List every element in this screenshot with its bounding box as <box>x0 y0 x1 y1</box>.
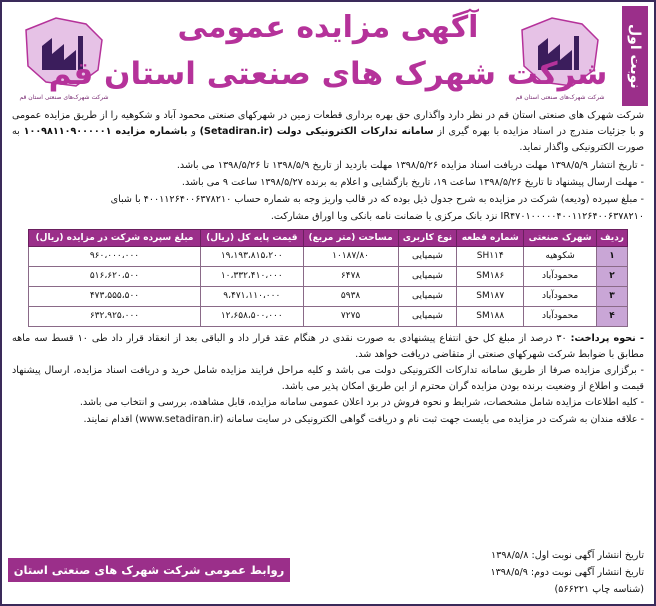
plots-table <box>28 229 628 327</box>
cell-deposit: ۹۶۰،۰۰۰،۰۰۰ <box>29 246 201 266</box>
cell-base-price: ۱۲،۶۵۸،۵۰۰،۰۰۰ <box>201 306 304 326</box>
intro-text-3: به صورت الکترونیکی واگذار نماید. <box>12 126 644 154</box>
cell-plot-number: SH۱۱۴ <box>457 246 524 266</box>
table-row <box>29 306 628 326</box>
cell-area: ۱۰۱۸۷/۸۰ <box>303 246 398 266</box>
logo-caption-left: شرکت شهرک‌های صنعتی استان قم <box>19 94 109 101</box>
cell-usage: شیمیایی <box>398 266 457 286</box>
item-deposit-iban: IR۴۷۰۱۰۰۰۰۰۴۰۰۱۱۲۶۴۰۰۶۳۷۸۲۱۰ نزد بانک مرکزی یا ضمانت نامه بانکی ویا اوراق مشارکت. <box>270 210 644 222</box>
item-deposit: - مبلغ سپرده (ودیعه) شرکت در مزایده به شرح جدول ذیل بوده که در قالب واریز وجه به شماره حساب ۴۰۰۱۱۲۶۴۰۰۶۳۷۸۲۱۰ با شبای <box>110 193 644 205</box>
intro-text-2: و <box>191 126 196 138</box>
first-round-badge: نوبت اول <box>622 6 648 106</box>
cell-base-price: ۹،۴۷۱،۱۱۰،۰۰۰ <box>201 286 304 306</box>
notice-header <box>8 6 648 108</box>
cell-estate: محمودآباد <box>524 286 597 306</box>
cell-area: ۵۹۳۸ <box>303 286 398 306</box>
cell-estate: محمودآباد <box>524 306 597 326</box>
cell-base-price: ۱۰،۳۳۲،۴۱۰،۰۰۰ <box>201 266 304 286</box>
intro-paragraph <box>8 108 648 157</box>
cell-usage: شیمیایی <box>398 286 457 306</box>
table-row <box>29 266 628 286</box>
cell-plot-number: SM۱۸۸ <box>457 306 524 326</box>
table-header-row <box>29 229 628 246</box>
logo-caption-right: شرکت شهرک‌های صنعتی استان قم <box>515 94 605 101</box>
col-row: ردیف <box>597 229 628 246</box>
notice-title: آگهی مزایده عمومی <box>177 10 479 45</box>
tender-number: باشماره مزایده ۱۰۰۹۸۱۱۰۹۰۰۰۰۰۱ <box>23 126 188 138</box>
col-usage: نوع کاربری <box>398 229 457 246</box>
cell-base-price: ۱۹،۱۹۳،۸۱۵،۲۰۰ <box>201 246 304 266</box>
note-registration: - علاقه مندان به شرکت در مزایده می بایست جهت ثبت نام و دریافت گواهی الکترونیکی در سایت سامانه (www.setadiran.ir) اقدام نمایند. <box>83 413 644 425</box>
cell-deposit: ۶۳۲،۹۲۵،۰۰۰ <box>29 306 201 326</box>
payment-terms <box>8 331 648 363</box>
cell-usage: شیمیایی <box>398 246 457 266</box>
cell-plot-number: SM۱۸۶ <box>457 266 524 286</box>
item-deadline: - مهلت ارسال پیشنهاد تا تاریخ ۱۳۹۸/۵/۲۶ ساعت ۱۹، تاریخ بازگشایی و اعلام به برنده ۱۳۹۸/۵/۲۷ ساعت ۹ می باشد. <box>181 176 644 188</box>
payment-label: - نحوه پرداخت: <box>570 332 644 344</box>
cell-estate: محمودآباد <box>524 266 597 286</box>
cell-deposit: ۴۷۳،۵۵۵،۵۰۰ <box>29 286 201 306</box>
first-publication-date: تاریخ انتشار آگهی نوبت اول: ۱۳۹۸/۵/۸ <box>491 550 644 561</box>
intro-text-1: شرکت شهرک های صنعتی استان قم در نظر دارد واگذاری حق بهره برداری قطعات زمین در شهرکهای صنعتی محمود آباد و شکوهیه را از طریق مزایده عمومی و با جزئیات مندرج در اسناد مزایده با بهره گیری از <box>12 110 644 138</box>
print-id: (شناسه چاپ ۵۶۶۲۲۱) <box>554 584 644 595</box>
cell-area: ۶۴۷۸ <box>303 266 398 286</box>
note-information: - کلیه اطلاعات مزایده شامل مشخصات، شرایط و نحوه فروش در برد اعلان عمومی سامانه مزایده، قابل مشاهده، بررسی و انتخاب می باشد. <box>79 397 644 409</box>
table-row <box>29 246 628 266</box>
notice-subtitle: شرکت شهرک های صنعتی استان قم <box>48 56 608 92</box>
item-schedule: - تاریخ انتشار ۱۳۹۸/۵/۹ مهلت دریافت اسناد مزایده ۱۳۹۸/۵/۲۶ مهلت بازدید از تاریخ ۱۳۹۸/۵/۹ تا ۱۳۹۸/۵/۲۶ می باشد. <box>176 159 644 171</box>
cell-usage: شیمیایی <box>398 306 457 326</box>
cell-estate: شکوهیه <box>524 246 597 266</box>
cell-row: ۴ <box>597 306 628 326</box>
cell-row: ۳ <box>597 286 628 306</box>
cell-row: ۱ <box>597 246 628 266</box>
cell-row: ۲ <box>597 266 628 286</box>
col-deposit: مبلغ سپرده شرکت در مزایده (ریال) <box>29 229 201 246</box>
cell-plot-number: SM۱۸۷ <box>457 286 524 306</box>
cell-deposit: ۵۱۶،۶۲۰،۵۰۰ <box>29 266 201 286</box>
cell-area: ۷۲۷۵ <box>303 306 398 326</box>
public-relations-footer: روابط عمومی شرکت شهرک های صنعتی استان قم <box>8 558 290 582</box>
payment-text: ۳۰ درصد از مبلغ کل حق انتفاع پیشنهادی به صورت نقدی در هنگام عقد قرار داد و الباقی بعد از انعقاد قرار داد طی ۱۰ قسط سه ماهه مطابق با ضوابط شرکت شهرکهای صنعتی از متقاضی دریافت خواهد شد. <box>12 332 644 360</box>
col-base-price: قیمت پایه کل (ریال) <box>201 229 304 246</box>
col-estate: شهرک صنعتی <box>524 229 597 246</box>
setadiran-system: سامانه تدارکات الکترونیکی دولت (Setadiran.ir) <box>199 126 434 138</box>
publication-dates <box>490 547 644 598</box>
table-row <box>29 286 628 306</box>
note-electronic-only: - برگزاری مزایده صرفا از طریق سامانه تدارکات الکترونیکی دولت می باشد و کلیه مراحل فرایند مزایده شامل خرید و دریافت اسناد مزایده، ارسال پیشنهاد قیمت و اطلاع از وضعیت برنده بودن مزایده گران محترم از این طریق امکان پذیر می باشد. <box>12 365 644 393</box>
second-publication-date: تاریخ انتشار آگهی نوبت دوم: ۱۳۹۸/۵/۹ <box>490 567 644 578</box>
col-area: مساحت (متر مربع) <box>303 229 398 246</box>
col-plot-number: شماره قطعه <box>457 229 524 246</box>
